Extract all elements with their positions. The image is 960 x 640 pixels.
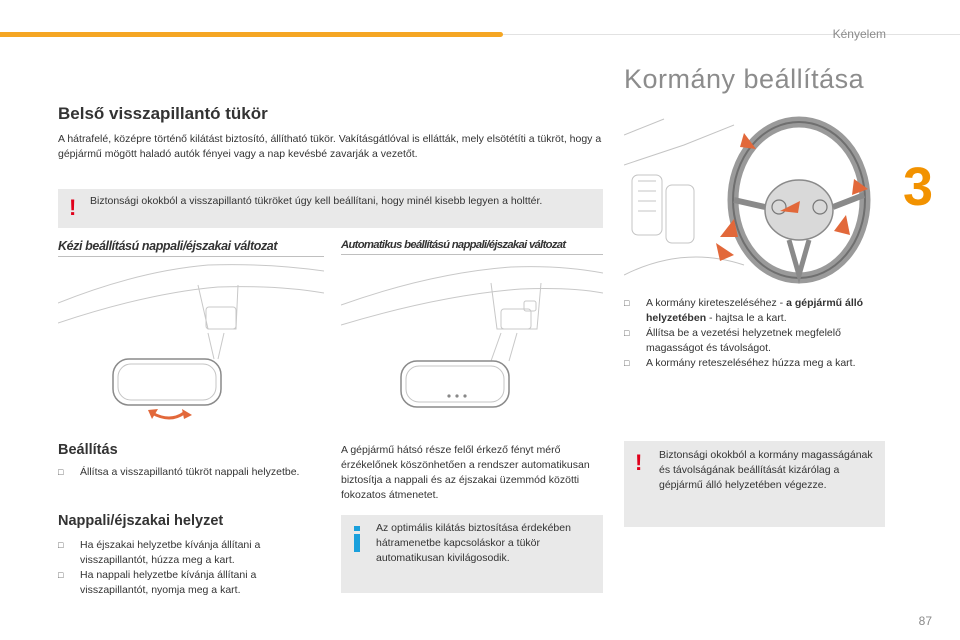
list-item: □ Állítsa be a vezetési helyzetnek megfelelő magasságot és távolságot. [624,327,841,354]
checkbox-bullet-icon: □ [624,358,630,368]
mirror-warning-text: Biztonsági okokból a visszapillantó tükröket úgy kell beállítani, hogy minél kisebb legyen a holttér. [90,195,543,207]
list-item: □ Állítsa a visszapillantó tükröt nappali helyzetbe. [58,466,300,478]
list-item: □ A kormány kireteszeléséhez - a gépjármű álló helyzetében - hajtsa le a kart. [624,297,864,324]
setup-heading: Beállítás [58,442,118,458]
checkbox-bullet-icon: □ [58,467,64,477]
orange-header-bar [0,32,503,37]
warning-icon: ! [69,195,77,220]
list-item: □ Ha nappali helyzetbe kívánja állítani a visszapillantót, nyomja meg a kart. [58,569,257,596]
section-name: Kényelem [832,27,886,41]
info-text: Az optimális kilátás biztosítása érdekében hátramenetbe kapcsoláskor a tükör automatikusan kivilágosodik. [376,522,571,564]
checkbox-bullet-icon: □ [58,570,64,580]
info-icon [351,526,363,552]
chapter-number: 3 [903,157,934,217]
checkbox-bullet-icon: □ [58,540,64,550]
steering-wheel-illustration [624,115,885,288]
list-item: □ Ha éjszakai helyzetbe kívánja állítani a visszapillantót, húzza meg a kart. [58,539,261,566]
page-number: 87 [918,614,932,628]
info-box [341,515,603,593]
mirror-intro: A hátrafelé, középre történő kilátást biztosító, állítható tükör. Vakításgátlóval is ellátták, mely elsötétíti a tükröt, hogy a gépjármű mögött haladó autók fényei vagy a nap kevésbé zavarják a vezetőt. [58,133,602,160]
steering-list [624,296,886,371]
automatic-description: A gépjármű hátsó része felől érkező fényt mérő érzékelőnek köszönhetően a rendszer automatikusan biztosítja a nappali és az éjszakai üzemmód közötti fokozatos átmenetet. [341,444,590,501]
mirror-heading: Belső visszapillantó tükör [58,104,268,123]
setup-list [58,465,303,480]
checkbox-bullet-icon: □ [624,298,630,308]
header-rule [503,34,960,35]
checkbox-bullet-icon: □ [624,328,630,338]
manual-mirror-illustration [58,263,324,433]
warning-icon: ! [635,450,643,475]
daynight-list [58,538,303,598]
manual-version-heading: Kézi beállítású nappali/éjszakai változat [58,239,324,257]
page-title: Kormány beállítása [624,64,865,94]
automatic-version-heading: Automatikus beállítású nappali/éjszakai változat [341,239,603,255]
steering-warning-text: Biztonsági okokból a kormány magasságának és távolságának beállítását kizárólag a gépjármű álló helyzetében végezze. [659,449,873,491]
list-item: □ A kormány reteszeléséhez húzza meg a kart. [624,357,856,369]
automatic-mirror-illustration [341,263,603,433]
mirror-warning-box [58,189,603,228]
steering-warning-box [624,441,885,527]
daynight-heading: Nappali/éjszakai helyzet [58,513,224,529]
